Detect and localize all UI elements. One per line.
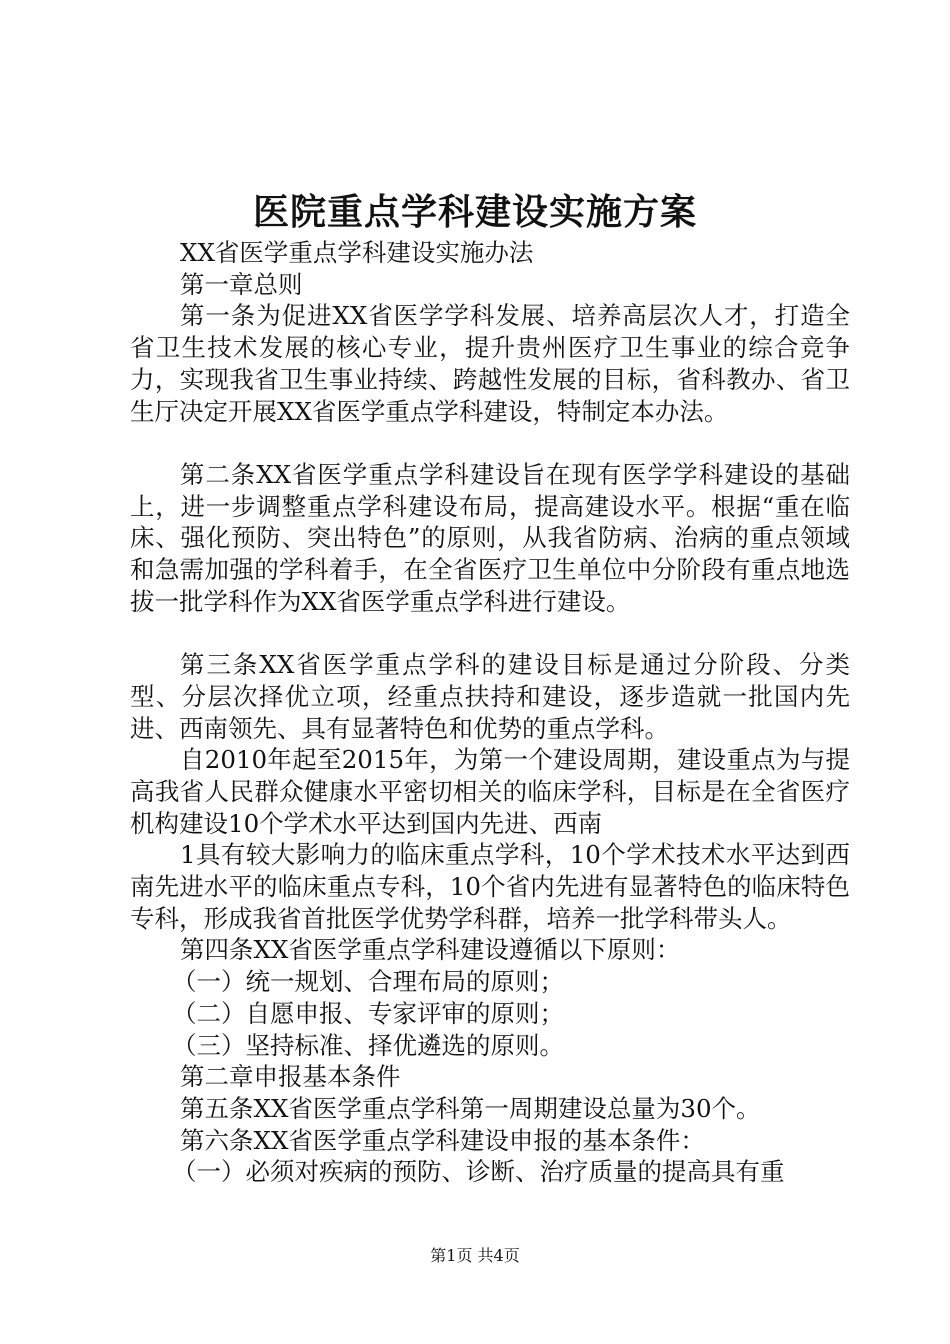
principle-3: （三）坚持标准、择优遴选的原则。 bbox=[172, 1030, 564, 1060]
article-1: 第一条为促进XX省医学学科发展、培养高层次人才，打造全省卫生技术发展的核心专业，提升贵州医疗卫生事业的综合竞争力，实现我省卫生事业持续、跨越性发展的目标，省科教办、省卫生厅决定开展XX省医学重点学科建设，特制定本办法。 bbox=[130, 301, 850, 426]
article-3-continued: 1具有较大影响力的临床重点学科，10个学术技术水平达到西南先进水平的临床重点专科，10个省内先进有显著特色的临床特色专科，形成我省首批医学优势学科群，培养一批学科带头人。 bbox=[130, 840, 850, 933]
page-footer: 第1页 共4页 bbox=[430, 1246, 520, 1265]
condition-1: （一）必须对疾病的预防、诊断、治疗质量的提高具有重 bbox=[172, 1157, 785, 1187]
principle-2: （二）自愿申报、专家评审的原则； bbox=[172, 998, 564, 1028]
article-3-period: 自2010年起至2015年，为第一个建设周期，建设重点为与提高我省人民群众健康水平密切相关的临床学科，目标是在全省医疗机构建设10个学术水平达到国内先进、西南 bbox=[130, 745, 850, 838]
subtitle-line: XX省医学重点学科建设实施办法 bbox=[180, 238, 534, 267]
article-3: 第三条XX省医学重点学科的建设目标是通过分阶段、分类型、分层次择优立项，经重点扶持和建设，逐步造就一批国内先进、西南领先、具有显著特色和优势的重点学科。 bbox=[130, 650, 850, 743]
document-title: 医院重点学科建设实施方案 bbox=[252, 191, 697, 233]
principle-1: （一）统一规划、合理布局的原则； bbox=[172, 967, 564, 997]
chapter-heading-1: 第一章总则 bbox=[180, 269, 303, 299]
article-6: 第六条XX省医学重点学科建设申报的基本条件： bbox=[180, 1125, 705, 1155]
article-4: 第四条XX省医学重点学科建设遵循以下原则： bbox=[180, 935, 681, 965]
chapter-heading-2: 第二章申报基本条件 bbox=[180, 1062, 401, 1092]
article-5: 第五条XX省医学重点学科第一周期建设总量为30个。 bbox=[180, 1093, 761, 1123]
document-body bbox=[130, 237, 850, 1188]
article-2: 第二条XX省医学重点学科建设旨在现有医学学科建设的基础上，进一步调整重点学科建设布局，提高建设水平。根据“重在临床、强化预防、突出特色”的原则，从我省防病、治病的重点领域和急需加强的学科着手，在全省医疗卫生单位中分阶段有重点地选拔一批学科作为XX省医学重点学科进行建设。 bbox=[130, 459, 850, 616]
